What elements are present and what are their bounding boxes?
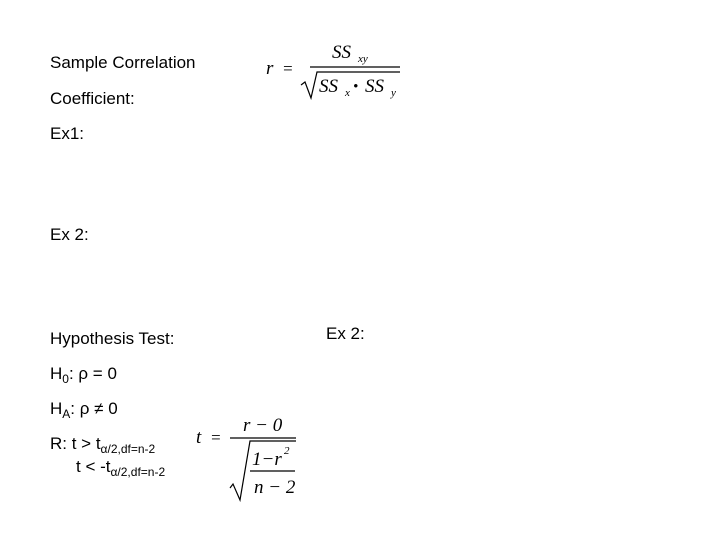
rejection-rule-lower xyxy=(76,457,165,478)
ha-prefix: H xyxy=(50,399,63,418)
h0-subscript: 0 xyxy=(62,372,69,386)
t-formula-equals: = xyxy=(210,428,222,447)
ha-statement: : ρ ≠ 0 xyxy=(70,399,118,418)
rejection-upper-prefix: R: t > t xyxy=(50,434,101,453)
null-hypothesis xyxy=(50,364,117,385)
ex1-label: Ex1: xyxy=(50,124,85,143)
ex2-right-label: Ex 2: xyxy=(326,324,365,343)
t-formula-lhs: t xyxy=(196,427,202,448)
r-formula-numerator: SS xyxy=(332,42,351,63)
t-statistic-formula xyxy=(192,408,308,506)
ex2-left-label: Ex 2: xyxy=(50,225,89,244)
r-formula-den-a-sub: x xyxy=(345,87,350,99)
r-formula-equals: = xyxy=(282,59,294,78)
r-formula-den-b-sub: y xyxy=(391,87,396,99)
rejection-rule-upper xyxy=(50,434,155,455)
r-formula-dot: • xyxy=(353,79,359,95)
r-formula-numerator-sub: xy xyxy=(358,53,368,65)
h0-prefix: H xyxy=(50,364,63,383)
t-formula-inner-denominator: n − 2 xyxy=(254,477,296,498)
alternative-hypothesis xyxy=(50,399,118,420)
t-formula-numerator: r − 0 xyxy=(243,415,283,436)
r-formula-radical xyxy=(301,72,400,98)
r-formula-lhs: r xyxy=(266,58,274,79)
hypothesis-test-label: Hypothesis Test: xyxy=(50,329,175,348)
t-formula-inner-numerator: 1−r xyxy=(252,449,282,470)
rejection-lower-subscript: α/2,df=n-2 xyxy=(110,465,166,479)
correlation-formula xyxy=(262,36,412,108)
ha-subscript: A xyxy=(62,407,71,421)
h0-statement: : ρ = 0 xyxy=(68,364,117,383)
t-formula-inner-numerator-sup: 2 xyxy=(284,445,290,457)
sample-correlation-label: Sample Correlation xyxy=(50,53,196,72)
rejection-lower-prefix: t < -t xyxy=(76,457,111,476)
rejection-upper-subscript: α/2,df=n-2 xyxy=(100,442,156,456)
r-formula-den-b: SS xyxy=(365,76,384,97)
coefficient-label: Coefficient: xyxy=(50,89,135,108)
r-formula-den-a: SS xyxy=(319,76,338,97)
